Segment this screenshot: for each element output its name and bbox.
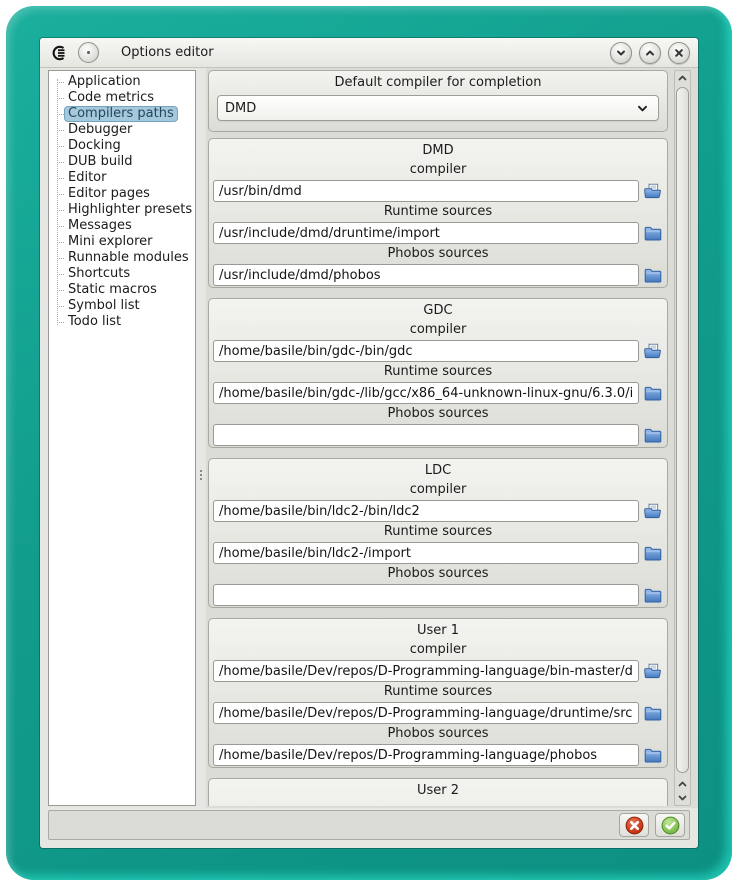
compiler-group-gdc (208, 298, 668, 448)
folder-icon (643, 384, 663, 402)
ldc-runtime-sources-browse-button[interactable] (642, 543, 663, 563)
group-title: GDC (423, 303, 453, 318)
category-list (48, 70, 196, 806)
field-label: Runtime sources (383, 204, 493, 219)
chevron-up-icon (677, 73, 688, 83)
dmd-runtime-sources-browse-button[interactable] (642, 223, 663, 243)
ldc-compiler-input[interactable] (213, 500, 639, 522)
sidebar-item-label: Editor (68, 170, 107, 185)
sidebar-item-label: Shortcuts (68, 266, 131, 281)
field-label: compiler (409, 482, 467, 497)
cancel-button[interactable] (619, 813, 649, 837)
open-file-icon (643, 342, 663, 360)
chevron-down-icon (636, 102, 649, 115)
roll-down-button[interactable] (610, 42, 632, 64)
default-compiler-select[interactable] (217, 95, 659, 121)
field-label: compiler (409, 162, 467, 177)
group-title: DMD (422, 143, 454, 158)
selected-compiler: DMD (225, 100, 257, 116)
close-icon (673, 47, 685, 59)
compiler-group-ldc (208, 458, 668, 608)
group-title: LDC (424, 463, 452, 478)
user-1-compiler-browse-button[interactable] (642, 661, 663, 681)
close-button[interactable] (668, 42, 690, 64)
ldc-phobos-sources-browse-button[interactable] (642, 585, 663, 605)
sidebar-item-todo-list[interactable] (49, 314, 195, 330)
sidebar-item-debugger[interactable] (49, 122, 195, 138)
sidebar-item-label: Editor pages (68, 186, 150, 201)
sidebar-item-symbol-list[interactable] (49, 298, 195, 314)
group-title: User 1 (416, 623, 460, 638)
sidebar-item-editor[interactable] (49, 170, 195, 186)
compiler-group-dmd (208, 138, 668, 288)
folder-icon (643, 266, 663, 284)
sidebar-item-label: Todo list (68, 314, 122, 329)
roll-up-button[interactable] (639, 42, 661, 64)
group-title: Default compiler for completion (334, 75, 542, 90)
sidebar-item-editor-pages[interactable] (49, 186, 195, 202)
titlebar (40, 38, 698, 68)
sidebar-item-label: Debugger (68, 122, 133, 137)
field-label: Runtime sources (383, 684, 493, 699)
folder-icon (643, 544, 663, 562)
scrollbar-thumb[interactable] (676, 87, 689, 773)
sidebar-item-label: DUB build (68, 154, 133, 169)
ldc-compiler-browse-button[interactable] (642, 501, 663, 521)
gdc-compiler-input[interactable] (213, 340, 639, 362)
chevron-up-icon (644, 47, 656, 59)
sidebar-item-compilers-paths[interactable] (49, 106, 195, 122)
dmd-runtime-sources-input[interactable] (213, 222, 639, 244)
user-1-runtime-sources-input[interactable] (213, 702, 639, 724)
folder-icon (643, 426, 663, 444)
accept-button[interactable] (655, 813, 685, 837)
field-label: compiler (409, 642, 467, 657)
sidebar-item-label: Compilers paths (64, 106, 178, 122)
gdc-compiler-browse-button[interactable] (642, 341, 663, 361)
sidebar-item-highlighter-presets[interactable] (49, 202, 195, 218)
user-1-phobos-sources-browse-button[interactable] (642, 745, 663, 765)
ldc-runtime-sources-input[interactable] (213, 542, 639, 564)
scrollbar-track[interactable] (675, 85, 690, 777)
sidebar-item-docking[interactable] (49, 138, 195, 154)
scroll-down-button[interactable] (675, 791, 690, 805)
user-1-compiler-input[interactable] (213, 660, 639, 682)
field-label: Phobos sources (387, 726, 489, 741)
user-1-phobos-sources-input[interactable] (213, 744, 639, 766)
vertical-scrollbar[interactable] (674, 70, 691, 806)
scroll-up-button-bottom[interactable] (675, 777, 690, 791)
dmd-phobos-sources-browse-button[interactable] (642, 265, 663, 285)
window-title: Options editor (121, 45, 214, 60)
splitter-handle[interactable] (196, 70, 206, 806)
sidebar-item-label: Mini explorer (68, 234, 153, 249)
gdc-phobos-sources-input[interactable] (213, 424, 639, 446)
sidebar-item-static-macros[interactable] (49, 282, 195, 298)
sidebar-item-label: Runnable modules (68, 250, 189, 265)
dialog-footer (48, 810, 690, 840)
sidebar-tree (49, 71, 195, 330)
sidebar-item-application[interactable] (49, 74, 195, 90)
sidebar-item-shortcuts[interactable] (49, 266, 195, 282)
field-label: Phobos sources (387, 246, 489, 261)
accept-check-icon (661, 816, 680, 835)
folder-icon (643, 746, 663, 764)
user-1-runtime-sources-browse-button[interactable] (642, 703, 663, 723)
compiler-group-user-1 (208, 618, 668, 768)
field-label: Phobos sources (387, 406, 489, 421)
sidebar-item-dub-build[interactable] (49, 154, 195, 170)
open-file-icon (643, 502, 663, 520)
sidebar-item-mini-explorer[interactable] (49, 234, 195, 250)
field-label: Runtime sources (383, 524, 493, 539)
dmd-phobos-sources-input[interactable] (213, 264, 639, 286)
group-title: User 2 (416, 783, 460, 798)
gdc-runtime-sources-browse-button[interactable] (642, 383, 663, 403)
gdc-runtime-sources-input[interactable] (213, 382, 639, 404)
field-label: Phobos sources (387, 566, 489, 581)
sidebar-item-label: Application (68, 74, 141, 89)
folder-icon (643, 586, 663, 604)
coedit-logo-icon (50, 45, 69, 61)
field-label: compiler (409, 322, 467, 337)
cancel-x-icon (625, 816, 644, 835)
chevron-up-icon (677, 779, 688, 789)
sidebar-item-code-metrics[interactable] (49, 90, 195, 106)
gdc-phobos-sources-browse-button[interactable] (642, 425, 663, 445)
sidebar-item-label: Static macros (68, 282, 157, 297)
compiler-group-user-2 (208, 778, 668, 806)
open-file-icon (643, 182, 663, 200)
scroll-up-button[interactable] (675, 71, 690, 85)
folder-icon (643, 704, 663, 722)
folder-icon (643, 224, 663, 242)
ldc-phobos-sources-input[interactable] (213, 584, 639, 606)
chevron-down-icon (677, 793, 688, 803)
field-label: Runtime sources (383, 364, 493, 379)
chevron-down-icon (615, 47, 627, 59)
scroll-view (207, 70, 671, 806)
sidebar-item-runnable-modules[interactable] (49, 250, 195, 266)
open-file-icon (643, 662, 663, 680)
sidebar-item-messages[interactable] (49, 218, 195, 234)
options-editor-window (40, 38, 698, 848)
dmd-compiler-browse-button[interactable] (642, 181, 663, 201)
sidebar-item-label: Messages (68, 218, 132, 233)
dmd-compiler-input[interactable] (213, 180, 639, 202)
sidebar-item-label: Code metrics (68, 90, 155, 105)
default-compiler-group (208, 70, 668, 132)
window-menu-button[interactable] (78, 42, 99, 63)
sidebar-item-label: Highlighter presets (68, 202, 193, 217)
sidebar-item-label: Symbol list (68, 298, 140, 313)
sidebar-item-label: Docking (68, 138, 121, 153)
compiler-groups (207, 138, 671, 806)
compilers-paths-panel (206, 68, 698, 808)
